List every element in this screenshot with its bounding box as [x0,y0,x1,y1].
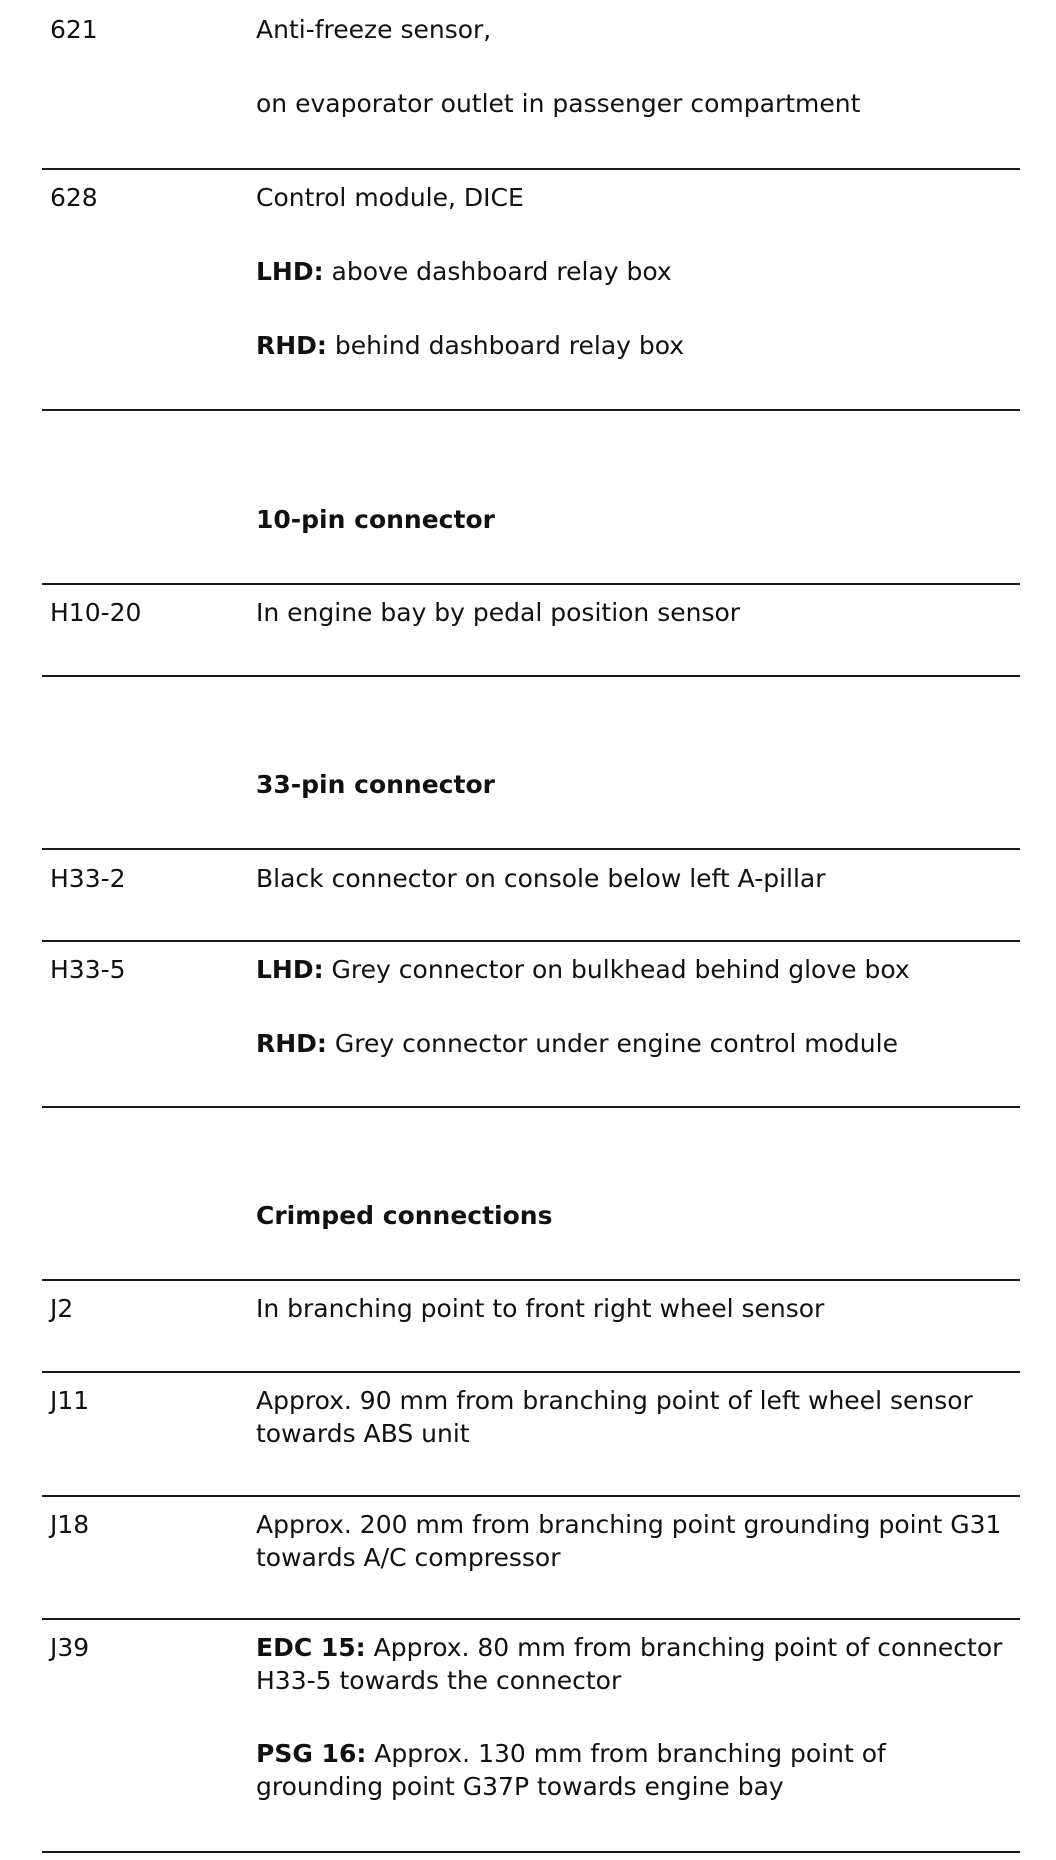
lhd-text: Grey connector on bulkhead behind glove box [323,955,910,984]
row-code-j39: J39 [50,1633,90,1662]
row-desc-628-line1: Control module, DICE [256,183,524,212]
rhd-label: RHD: [256,1029,327,1058]
edc15-text: Approx. 80 mm from branching point of connector H33-5 towards the connector [256,1633,1003,1695]
row-desc-j11: Approx. 90 mm from branching point of left wheel sensor towards ABS unit [256,1386,973,1448]
row-desc-j39-para2 [256,1737,1016,1803]
row-desc-h33-2: Black connector on console below left A-pillar [256,864,826,893]
lhd-text: above dashboard relay box [323,257,672,286]
psg16-text: Approx. 130 mm from branching point of grounding point G37P towards engine bay [256,1739,886,1801]
divider [42,409,1020,411]
divider [42,1106,1020,1108]
psg16-label: PSG 16: [256,1739,367,1768]
divider [42,848,1020,850]
divider [42,1495,1020,1497]
divider [42,583,1020,585]
row-code-j18: J18 [50,1510,90,1539]
row-code-628: 628 [50,183,98,212]
row-code-j2: J2 [50,1294,74,1323]
divider [42,940,1020,942]
row-desc-h10-20: In engine bay by pedal position sensor [256,598,741,627]
lhd-label: LHD: [256,955,324,984]
row-desc-628-line3 [256,329,1016,362]
row-code-h33-2: H33-2 [50,864,126,893]
edc15-label: EDC 15: [256,1633,366,1662]
row-code-621: 621 [50,15,98,44]
row-code-h10-20: H10-20 [50,598,142,627]
row-desc-621-line2: on evaporator outlet in passenger compartment [256,89,861,118]
section-heading-crimped: Crimped connections [256,1201,553,1230]
divider [42,1618,1020,1620]
row-desc-628-line2 [256,255,1016,288]
row-code-h33-5: H33-5 [50,955,126,984]
row-desc-j2: In branching point to front right wheel sensor [256,1294,825,1323]
rhd-text: behind dashboard relay box [326,331,685,360]
rhd-label: RHD: [256,331,327,360]
lhd-label: LHD: [256,257,324,286]
section-heading-33-pin: 33-pin connector [256,770,495,799]
divider [42,675,1020,677]
section-heading-10-pin: 10-pin connector [256,505,495,534]
row-desc-j18: Approx. 200 mm from branching point grounding point G31 towards A/C compressor [256,1510,1002,1572]
row-desc-621-line1: Anti-freeze sensor, [256,15,492,44]
divider [42,168,1020,170]
row-desc-j39-para1 [256,1631,1016,1697]
row-desc-h33-5-line1 [256,953,1016,986]
row-code-j11: J11 [50,1386,90,1415]
divider [42,1851,1020,1853]
divider [42,1371,1020,1373]
rhd-text: Grey connector under engine control module [326,1029,898,1058]
row-desc-h33-5-line2 [256,1027,1016,1060]
divider [42,1279,1020,1281]
